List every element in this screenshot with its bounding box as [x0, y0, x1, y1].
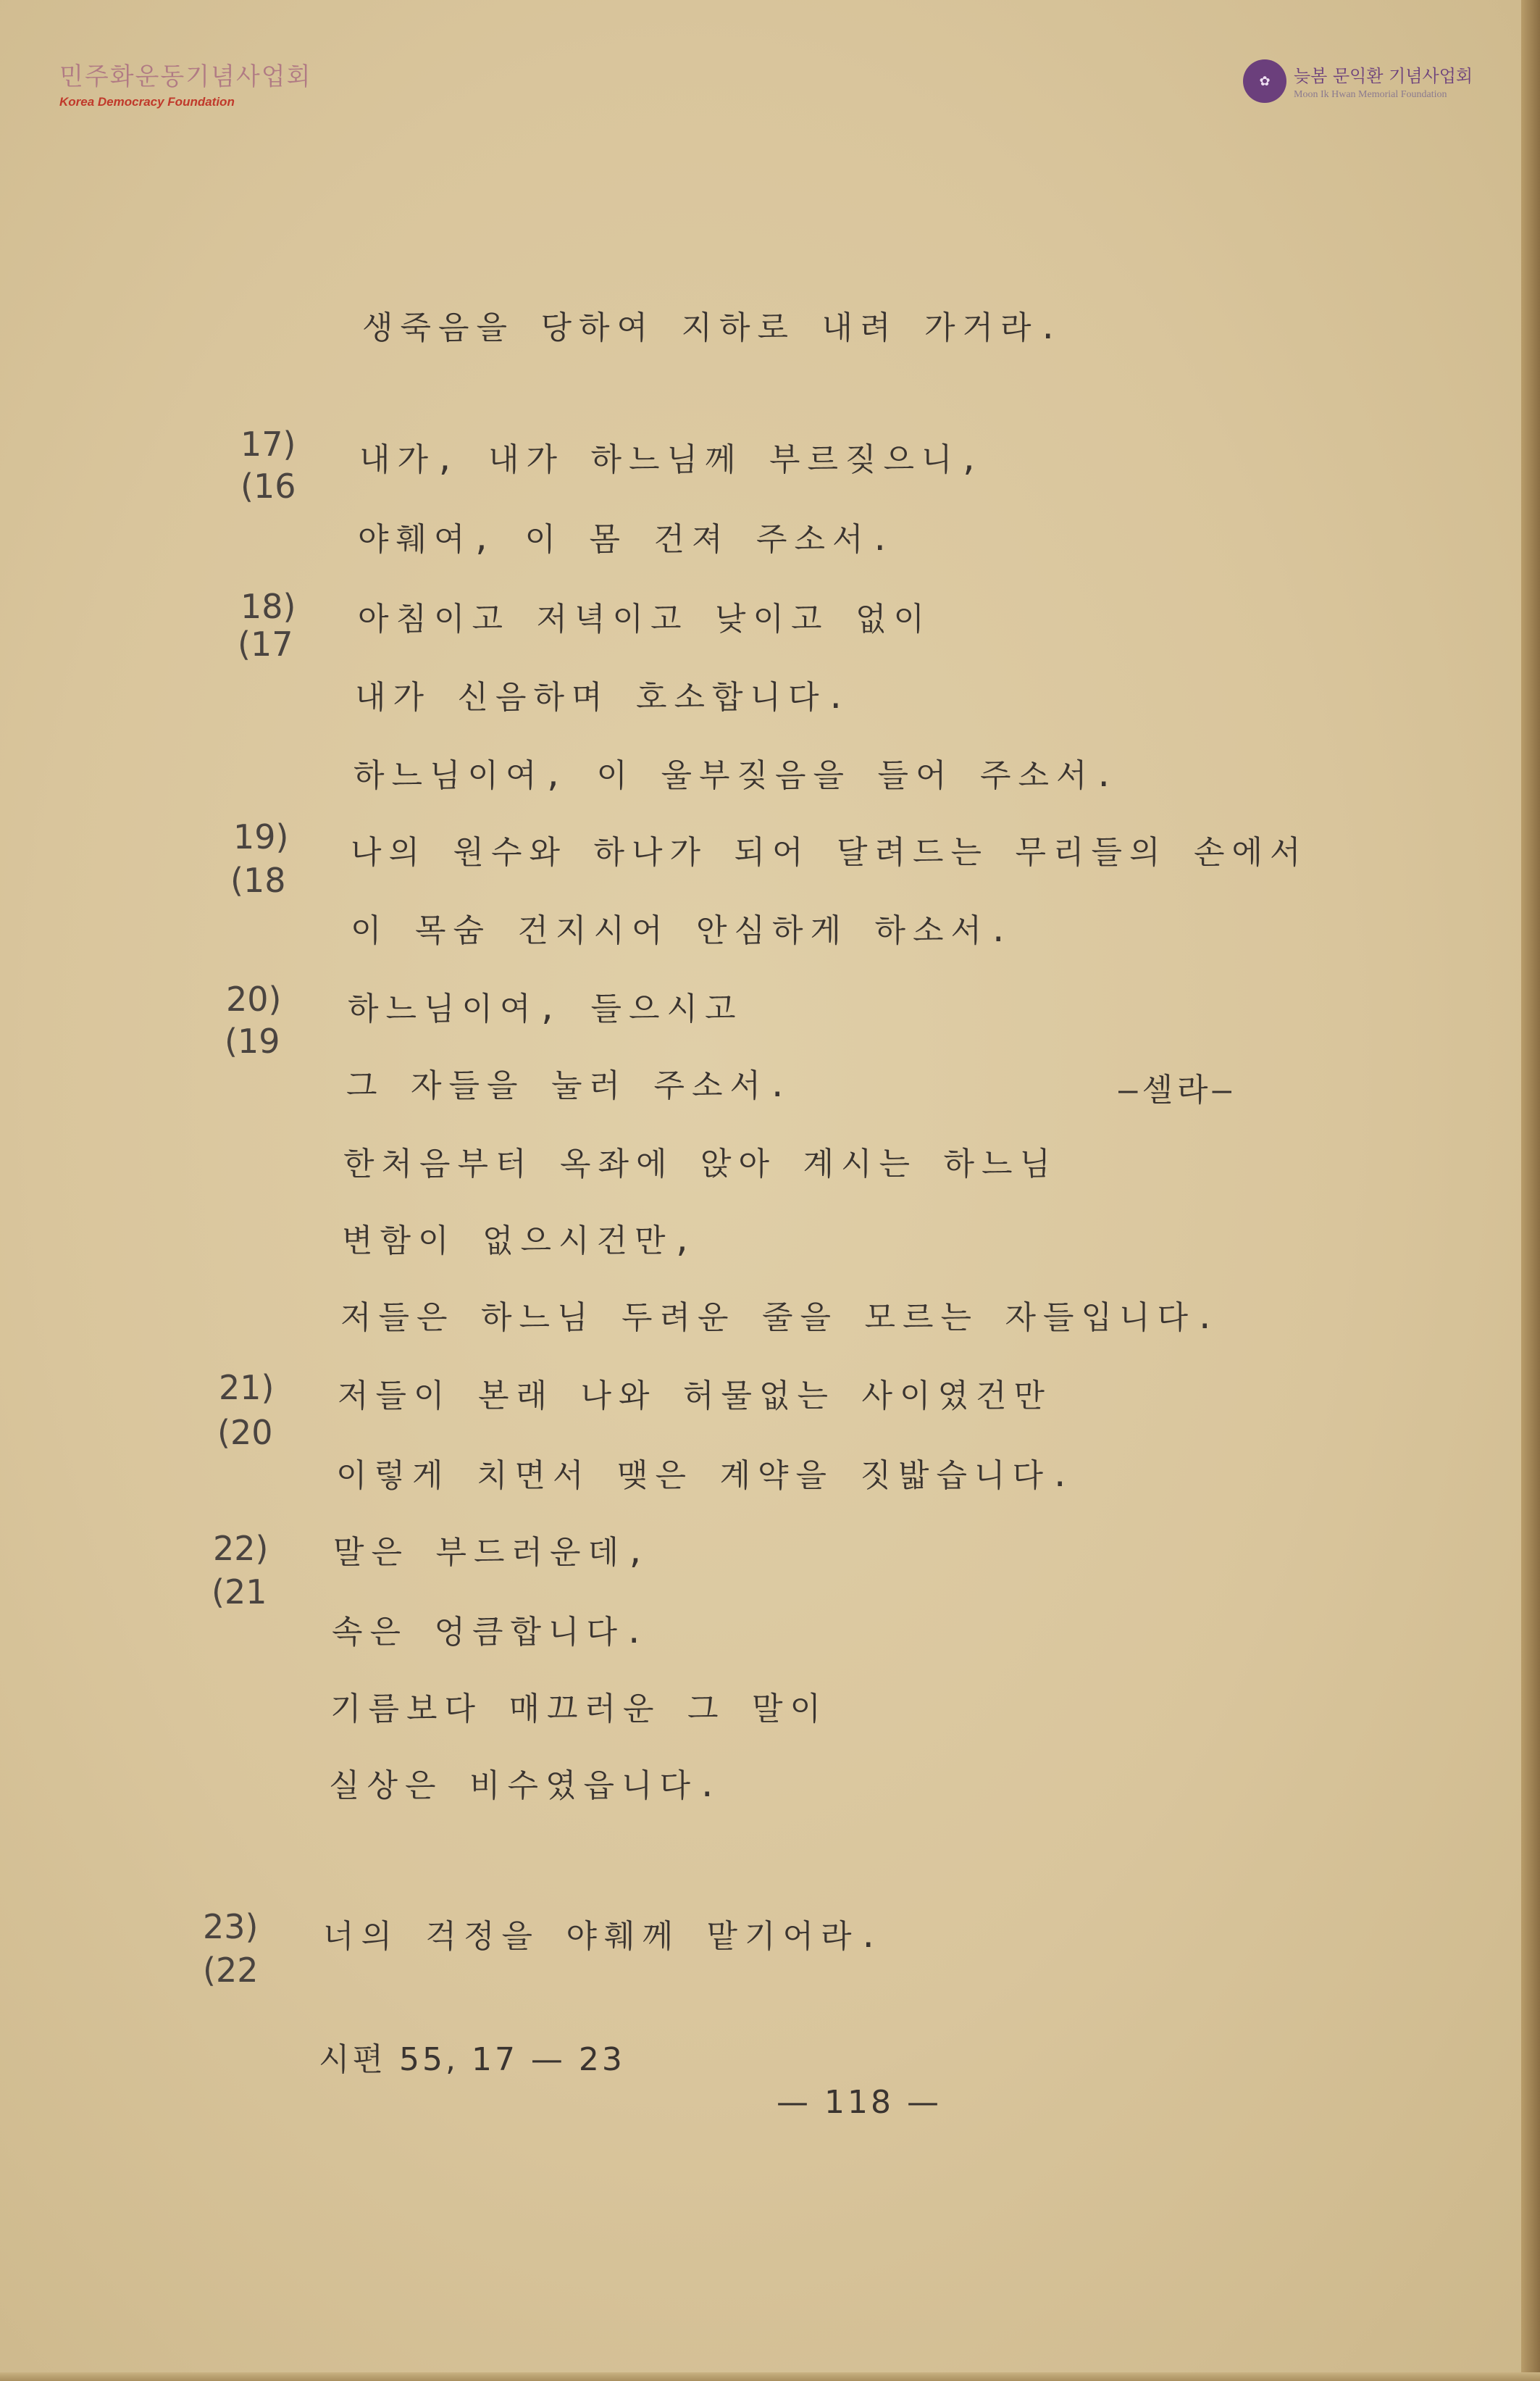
moon-ik-hwan-foundation-logo	[1243, 59, 1473, 103]
verse-number-alt: (22	[203, 1951, 259, 1990]
scripture-reference: 시편 55, 17 — 23	[319, 2041, 625, 2078]
selah-marker: —셀라—	[1118, 1072, 1236, 1109]
poem-line: 하느님이여, 들으시고	[348, 991, 743, 1027]
verse-number-alt: (17	[238, 625, 293, 664]
poem-line: 내가, 내가 하느님께 부르짖으니,	[359, 441, 987, 478]
poem-line: 저들이 본래 나와 허물없는 사이였건만	[338, 1377, 1053, 1414]
poem-line: 그 자들을 눌러 주소서.	[346, 1067, 795, 1104]
verse-number-alt: (18	[230, 861, 286, 900]
verse-number-alt: (16	[240, 467, 296, 506]
foundation-seal-icon: ✿	[1243, 59, 1286, 103]
poem-line: 나의 원수와 하나가 되어 달려드는 무리들의 손에서	[351, 834, 1308, 871]
poem-line: 실상은 비수였읍니다.	[329, 1767, 724, 1804]
verse-number: 18)	[240, 587, 296, 626]
poem-line: 하느님이여, 이 울부짖음을 들어 주소서.	[353, 757, 1121, 794]
logo-korean-text: 민주화운동기념사업회	[59, 62, 312, 91]
poem-line: 야훼여, 이 몸 건져 주소서.	[358, 521, 897, 558]
verse-number: 21)	[219, 1368, 275, 1407]
verse-number-alt: (19	[225, 1022, 280, 1061]
verse-number-alt: (20	[217, 1413, 273, 1452]
verse-number: 22)	[213, 1529, 269, 1568]
poem-line: 아침이고 저녁이고 낮이고 없이	[358, 601, 932, 638]
poem-line: 말은 부드러운데,	[333, 1534, 653, 1571]
poem-line: 기름보다 매끄러운 그 말이	[330, 1690, 829, 1727]
verse-number: 23)	[203, 1907, 259, 1946]
verse-number-alt: (21	[212, 1572, 267, 1611]
poem-line: 한처음부터 옥좌에 앉아 계시는 하느님	[343, 1146, 1058, 1183]
poem-line: 내가 신음하며 호소합니다.	[355, 679, 853, 716]
poem-line: 생죽음을 당하여 지하로 내려 가거라.	[362, 309, 1066, 346]
logo-english-text: Korea Democracy Foundation	[59, 95, 235, 109]
poem-line: 이 목숨 건지시어 안심하게 하소서.	[351, 912, 1016, 949]
verse-number: 20)	[226, 980, 282, 1019]
poem-line: 변함이 없으시건만,	[342, 1222, 700, 1259]
logo-korean-text: 늦봄 문익환 기념사업회	[1294, 66, 1473, 86]
logo-english-text: Moon Ik Hwan Memorial Foundation	[1294, 89, 1447, 100]
page-edge	[1521, 0, 1540, 2381]
poem-line: 저들은 하느님 두려운 줄을 모르는 자들입니다.	[340, 1299, 1222, 1336]
verse-number: 19)	[233, 817, 289, 856]
poem-line: 이렇게 치면서 맺은 계약을 짓밟습니다.	[336, 1457, 1077, 1494]
page-number: — 118 —	[777, 2084, 942, 2121]
verse-number: 17)	[240, 425, 296, 464]
poem-line: 너의 걱정을 야훼께 맡기어라.	[323, 1918, 886, 1955]
poem-line: 속은 엉큼합니다.	[332, 1614, 651, 1651]
korea-democracy-foundation-logo	[59, 57, 311, 109]
page-edge-bottom	[0, 2372, 1540, 2381]
